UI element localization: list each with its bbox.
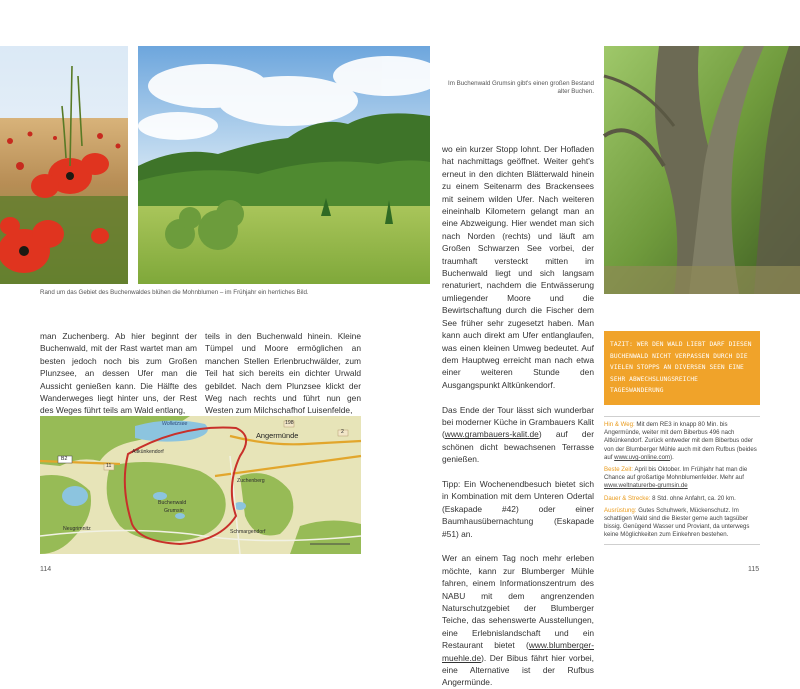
map-label-road-198: 198 <box>285 420 294 426</box>
info-best-time-text: April bis Oktober. Im Frühjahr hat man die Chance auf großartige Mohnblumenfelder. Mehr auf <box>604 466 748 482</box>
right-paragraph-3: Tipp: Ein Wochenendbesuch bietet sich in Kombination mit dem Unteren Odertal (Eskapade #42) oder einer Baumhausübernachtung (Eskapade #51) an. <box>442 478 594 539</box>
info-box <box>604 416 760 545</box>
grambauers-link[interactable]: www.grambauers-kalit.de <box>444 429 539 440</box>
info-duration-key: Dauer & Strecke: <box>604 494 651 502</box>
info-divider-top <box>604 416 760 417</box>
tip-box <box>604 331 760 405</box>
page-number-right: 115 <box>748 566 760 573</box>
map-label-road-2: 2 <box>341 429 344 435</box>
map-label-buchenwald: Buchenwald <box>158 500 187 506</box>
map-label-zuchenberg: Zuchenberg <box>237 478 265 484</box>
info-travel-key: Hin & Weg: <box>604 421 635 428</box>
right-photo-caption: Im Buchenwald Grumsin gibt's einen großen Bestand alter Buchen. <box>448 80 594 96</box>
info-duration <box>604 495 760 503</box>
beech-tree-photo <box>604 46 800 294</box>
blumberger-muehle-link[interactable]: www.blumberger-muehle.de <box>442 640 594 663</box>
tip-text: TAZIT: WER DEN WALD LIEBT DARF DIESEN BUCHENWALD NICHT VERPASSEN DURCH DIE VIELEN STOPPS AN DIVERSEN SEEN EINE SEHR ABWECHSLUNGSREICHE TAGESWANDERUNG <box>610 341 752 395</box>
left-column-2: teils in den Buchenwald hinein. Kleine Tümpel und Moore ermöglichen an manchen Stellen Erlenbruchwälder, zum Teil hat sich bereits ein dichter Urwald gebildet. Nach dem Plunzsee klickt der Weg nach rechts und führt nun gen Westen zum Milchschafhof Luisenfelde, <box>205 331 361 416</box>
paragraph-text: Wer an einem Tag noch mehr erleben möchte, kann zur Blumberger Mühle fahren, einem Informationszentrum des NABU mit dem angrenzenden Naturschutzgebiet der Blumberger Teiche, das sehenswerte Ausstellungen, eine Erlebnislandschaft und ein Restaurant bietet ( <box>442 553 594 651</box>
info-divider-bottom <box>604 544 760 545</box>
info-equipment-key: Ausrüstung: <box>604 506 637 514</box>
map-label-schmargendorf: Schmargendorf <box>230 529 266 535</box>
right-paragraph-1: wo ein kurzer Stopp lohnt. Der Hofladen hat nachmittags geöffnet. Weiter geht's erneut in den dichten Blätterwald hinein zu einem Seitenarm des Brackensees mit seinem wilden Ufer. Nach weiteren eineinhalb Kilometern gelangt man an eine Abzweigung. Hier wendet man sich nach Norden (rechts) und läuft am Großen Schwarzen See vorbei, der traumhaft versteckt mitten im Buchenwald liegt und sich langsam renaturiert, nachdem die Entwässerung umliegender Moore und die Bewirtschaftung durch die Fischer dem See früher sehr zugesetzt haben. Man kann auch direkt am Ufer entlanglaufen, was einen kleinen Umweg bedeutet. Auf dem Hauptweg erreicht man nach etwa einer weiteren Stunde den Ausgangspunkt Altkünkendorf. <box>442 144 594 390</box>
info-travel-text-end: ). <box>670 453 674 461</box>
info-equipment-text: Gutes Schuhwerk, Mückenschutz. Im schattigen Wald sind die Biester gerne auch tagsüber bissig. Genügend Wasser und Proviant, da unterwegs keine Möglichkeiten zum Einkehren bestehen. <box>604 506 750 539</box>
map-label-neugrimnitz: Neugrimnitz <box>63 526 91 532</box>
map-label-altkuenkendorf: Altkünkendorf <box>132 449 164 455</box>
map-label-angermuende: Angermünde <box>256 431 299 440</box>
page-number-left: 114 <box>40 566 52 573</box>
paragraph-text: ). Der Bibus fährt hier vorbei, eine Alternative ist der Rufbus Angermünde. <box>442 652 594 688</box>
info-equipment <box>604 507 760 540</box>
weltnaturerbe-link[interactable]: www.weltnaturerbe-grumsin.de <box>604 482 688 490</box>
info-travel-text: Mit dem RE3 in knapp 80 Min. bis Angermünde, weiter mit dem Biberbus 496 nach Altkünkendorf. Zurück entweder mit dem Biberbus oder von der Blumberger Mühle auch mit dem Rufbus (beides auf <box>604 421 757 461</box>
info-best-time <box>604 466 760 491</box>
paragraph-text: Das Ende der Tour lässt sich wunderbar bei moderner Küche in Grambauers Kalit ( <box>442 404 594 440</box>
map-label-grumsin: Grumsin <box>164 508 184 514</box>
route-map <box>40 416 361 554</box>
right-paragraph-4 <box>442 552 594 688</box>
right-paragraph-2 <box>442 404 594 466</box>
left-photo-caption: Rand um das Gebiet des Buchenwaldes blühen die Mohnblumen – im Frühjahr ein herrliches Bild. <box>40 289 309 296</box>
right-column-1 <box>442 143 594 689</box>
map-label-road-11: 11 <box>106 463 112 469</box>
info-travel <box>604 421 760 462</box>
left-column-1: man Zuchenberg. Ab hier beginnt der Buchenwald, mit der Rast wartet man am besten jedoch noch bis zum Großen Plunzsee, an dessen Ufer man die Aussicht genießen kann. Die Hälfte des Wanderweges liegt hinter uns, der Rest des Weges führt teils am Wald entlang, <box>40 331 197 416</box>
uvg-link[interactable]: www.uvg-online.com <box>614 453 671 461</box>
poppy-photo <box>0 46 128 284</box>
map-label-road-b2: B2 <box>61 456 68 462</box>
paragraph-text: ) auf der schönen dicht bewachsenen Terrasse genießen. <box>442 429 594 465</box>
info-best-time-key: Beste Zeit: <box>604 466 634 474</box>
info-duration-text: 8 Std. ohne Anfahrt, ca. 20 km. <box>650 494 736 502</box>
meadow-photo <box>138 46 430 284</box>
map-label-wolletzsee: Wolletzsee <box>162 421 188 427</box>
